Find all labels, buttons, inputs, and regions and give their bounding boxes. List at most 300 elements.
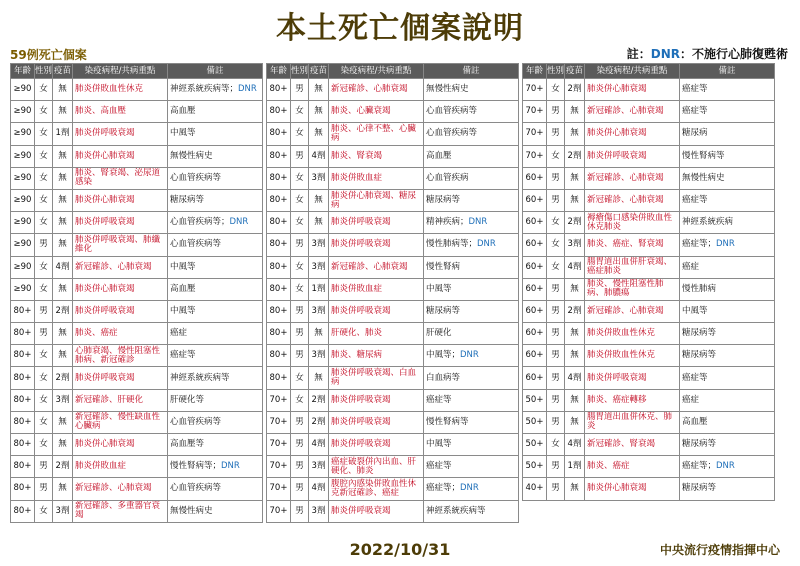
sex-cell: 女 — [547, 256, 565, 278]
disease-course-cell: 肺炎併敗血症 — [329, 167, 424, 189]
disease-course-cell: 新冠確診、腎衰竭 — [585, 434, 680, 456]
remarks-cell: 慢性腎病 — [424, 256, 519, 278]
age-cell: 80+ — [267, 256, 291, 278]
sex-cell: 女 — [35, 367, 53, 389]
disease-course-cell: 肺炎、心臟衰竭 — [329, 101, 424, 123]
disease-course-cell: 肺炎併心肺衰竭 — [585, 79, 680, 101]
sex-cell: 男 — [547, 411, 565, 433]
sex-cell: 女 — [35, 123, 53, 145]
age-cell: 80+ — [267, 234, 291, 256]
remarks-cell: 癌症等；DNR — [680, 234, 775, 256]
disease-course-cell: 肺炎併敗血性休克 — [73, 79, 168, 101]
sex-cell: 男 — [291, 79, 309, 101]
table-row — [523, 456, 775, 478]
table-row — [11, 434, 263, 456]
age-cell: 40+ — [523, 478, 547, 500]
disease-course-cell: 肺炎併敗血性休克 — [585, 345, 680, 367]
age-cell: 80+ — [267, 367, 291, 389]
disease-course-cell: 癌症破裂併內出血、肝硬化、肺炎 — [329, 456, 424, 478]
age-cell: 50+ — [523, 434, 547, 456]
remarks-cell: 慢性腎病等 — [680, 145, 775, 167]
table-header-row — [523, 64, 775, 79]
table-row — [267, 101, 519, 123]
sex-cell: 女 — [291, 123, 309, 145]
table-row — [267, 345, 519, 367]
disease-course-cell: 肺炎、高血壓 — [73, 101, 168, 123]
vaccine-cell: 1劑 — [565, 456, 585, 478]
vaccine-cell: 2劑 — [309, 389, 329, 411]
remarks-cell: 慢性肺病 — [680, 278, 775, 300]
vaccine-cell: 1劑 — [53, 123, 73, 145]
remarks-cell: 癌症等 — [424, 389, 519, 411]
disease-course-cell: 肺炎、腎衰竭 — [329, 145, 424, 167]
table-row — [267, 123, 519, 145]
table-row — [11, 79, 263, 101]
remarks-cell: 中風等 — [424, 434, 519, 456]
dnr-mark: DNR — [460, 483, 479, 494]
disease-course-cell: 肺炎併敗血症 — [73, 456, 168, 478]
sex-cell: 女 — [547, 234, 565, 256]
table-row — [267, 79, 519, 101]
dnr-mark: DNR — [460, 350, 479, 361]
age-header: 年齡 — [523, 64, 547, 79]
vaccine-cell: 4劑 — [565, 434, 585, 456]
disease-course-cell: 心肺衰竭、慢性阻塞性肺病、新冠確診 — [73, 345, 168, 367]
sex-cell: 女 — [291, 212, 309, 234]
age-cell: 70+ — [267, 500, 291, 522]
table-row — [523, 434, 775, 456]
dnr-mark: DNR — [468, 217, 488, 228]
sex-cell: 女 — [291, 367, 309, 389]
vaccine-cell: 無 — [565, 123, 585, 145]
vaccine-cell: 2劑 — [53, 367, 73, 389]
table-row — [11, 300, 263, 322]
sex-cell: 男 — [35, 323, 53, 345]
sex-cell: 男 — [35, 456, 53, 478]
table-row — [267, 167, 519, 189]
vaccine-cell: 無 — [53, 79, 73, 101]
disease-course-cell: 肺炎併呼吸衰竭 — [73, 123, 168, 145]
vaccine-cell: 無 — [309, 212, 329, 234]
table-row — [267, 234, 519, 256]
disease-course-cell: 肺炎併呼吸衰竭 — [329, 389, 424, 411]
remarks-cell: 中風等 — [424, 278, 519, 300]
disease-course-cell: 肺炎、糖尿病 — [329, 345, 424, 367]
sex-cell: 女 — [35, 345, 53, 367]
age-cell: 60+ — [523, 234, 547, 256]
dnr-mark: DNR — [221, 461, 240, 472]
disease-course-cell: 腹腔內感染併敗血性休克新冠確診、癌症 — [329, 478, 424, 500]
disease-course-cell: 肺炎併呼吸衰竭 — [329, 434, 424, 456]
report-date: 2022/10/31 — [349, 540, 451, 559]
remarks-cell: 糖尿病等 — [168, 189, 263, 211]
vaccine-cell: 無 — [309, 189, 329, 211]
age-cell: ≥90 — [11, 101, 35, 123]
age-cell: 80+ — [11, 456, 35, 478]
age-cell: 80+ — [11, 411, 35, 433]
vaccine-cell: 無 — [309, 323, 329, 345]
disease-course-cell: 肺炎併呼吸衰竭 — [73, 367, 168, 389]
dnr-mark: DNR — [716, 239, 735, 250]
age-cell: 80+ — [267, 278, 291, 300]
vaccine-cell: 無 — [565, 478, 585, 500]
remarks-cell: 糖尿病等 — [680, 345, 775, 367]
disease-course-cell: 肺炎併呼吸衰竭 — [329, 500, 424, 522]
sex-cell: 女 — [291, 189, 309, 211]
vaccine-cell: 無 — [53, 478, 73, 500]
sex-cell: 男 — [547, 101, 565, 123]
age-cell: 80+ — [11, 323, 35, 345]
vaccine-cell: 無 — [565, 101, 585, 123]
case-table-middle — [266, 63, 519, 523]
table-row — [267, 256, 519, 278]
table-row — [523, 300, 775, 322]
vaccine-cell: 3劑 — [565, 234, 585, 256]
remarks-cell: 神經系統疾病等 — [424, 500, 519, 522]
age-cell: 80+ — [11, 389, 35, 411]
sex-cell: 男 — [291, 434, 309, 456]
table-row — [523, 389, 775, 411]
table-row — [11, 189, 263, 211]
note-suffix: ：不施行心肺復甦術 — [679, 47, 788, 61]
age-cell: 80+ — [11, 478, 35, 500]
vaccine-cell: 2劑 — [309, 411, 329, 433]
remarks-cell: 癌症等 — [680, 189, 775, 211]
disease-course-cell: 新冠確診、多重器官衰竭 — [73, 500, 168, 522]
sex-cell: 女 — [547, 212, 565, 234]
remarks-cell: 中風等 — [168, 300, 263, 322]
table-row — [267, 456, 519, 478]
sex-cell: 女 — [35, 79, 53, 101]
remarks-cell: 糖尿病等 — [680, 478, 775, 500]
remarks-cell: 癌症等 — [168, 345, 263, 367]
vaccine-cell: 4劑 — [309, 145, 329, 167]
remarks-header: 備註 — [680, 64, 775, 79]
age-cell: 50+ — [523, 389, 547, 411]
disease-course-cell: 新冠確診、心肺衰竭 — [73, 478, 168, 500]
table-row — [267, 323, 519, 345]
disease-course-header: 染疫病程/共病重點 — [585, 64, 680, 79]
sex-cell: 女 — [35, 212, 53, 234]
vaccine-cell: 4劑 — [53, 256, 73, 278]
sex-cell: 男 — [547, 323, 565, 345]
disease-course-cell: 肺炎、慢性阻塞性肺病、肺膿瘍 — [585, 278, 680, 300]
remarks-cell: 癌症 — [168, 323, 263, 345]
vaccine-cell: 無 — [53, 278, 73, 300]
remarks-cell: 肝硬化等 — [168, 389, 263, 411]
table-row — [267, 434, 519, 456]
vaccine-cell: 2劑 — [53, 300, 73, 322]
table-row — [11, 123, 263, 145]
sex-cell: 女 — [547, 145, 565, 167]
remarks-cell: 中風等 — [680, 300, 775, 322]
disease-course-cell: 褥瘡傷口感染併敗血性休克肺炎 — [585, 212, 680, 234]
age-cell: ≥90 — [11, 189, 35, 211]
table-row — [523, 345, 775, 367]
age-cell: 50+ — [523, 456, 547, 478]
table-row — [523, 278, 775, 300]
remarks-cell: 高血壓 — [424, 145, 519, 167]
remarks-cell: 心血管疾病等 — [168, 411, 263, 433]
disease-course-cell: 新冠確診、心肺衰竭 — [585, 300, 680, 322]
table-row — [523, 478, 775, 500]
age-cell: 70+ — [267, 456, 291, 478]
vaccine-cell: 無 — [565, 189, 585, 211]
table-row — [267, 278, 519, 300]
sex-cell: 男 — [291, 500, 309, 522]
sex-header: 性別 — [35, 64, 53, 79]
vaccine-cell: 3劑 — [53, 500, 73, 522]
vaccine-cell: 無 — [53, 145, 73, 167]
table-row — [267, 300, 519, 322]
table-row — [523, 234, 775, 256]
sex-cell: 女 — [291, 278, 309, 300]
disease-course-cell: 肺炎併心肺衰竭 — [585, 478, 680, 500]
vaccine-cell: 無 — [565, 323, 585, 345]
sex-header: 性別 — [291, 64, 309, 79]
remarks-cell: 神經系統疾病等 — [168, 367, 263, 389]
remarks-cell: 無慢性病史 — [424, 79, 519, 101]
disease-course-cell: 肺炎、心律不整、心臟病 — [329, 123, 424, 145]
remarks-cell: 無慢性病史 — [680, 167, 775, 189]
vaccine-cell: 2劑 — [565, 79, 585, 101]
age-cell: 60+ — [523, 278, 547, 300]
vaccine-header: 疫苗 — [53, 64, 73, 79]
vaccine-cell: 無 — [565, 411, 585, 433]
age-header: 年齡 — [11, 64, 35, 79]
sex-cell: 女 — [35, 434, 53, 456]
vaccine-cell: 無 — [53, 345, 73, 367]
remarks-cell: 癌症等 — [680, 79, 775, 101]
table-row — [267, 367, 519, 389]
sex-cell: 男 — [35, 478, 53, 500]
dnr-mark: DNR — [238, 84, 257, 95]
remarks-cell: 糖尿病 — [680, 123, 775, 145]
disease-course-cell: 肺炎併敗血症 — [329, 278, 424, 300]
sex-cell: 女 — [291, 101, 309, 123]
vaccine-cell: 無 — [309, 79, 329, 101]
disease-course-cell: 肺炎併心肺衰竭 — [73, 189, 168, 211]
case-table-left — [10, 63, 263, 523]
disease-course-cell: 新冠確診、心肺衰竭 — [585, 189, 680, 211]
disease-course-cell: 肺炎併呼吸衰竭 — [73, 300, 168, 322]
vaccine-cell: 3劑 — [309, 456, 329, 478]
remarks-cell: 白血病等 — [424, 367, 519, 389]
remarks-cell: 慢性腎病等 — [424, 411, 519, 433]
remarks-cell: 糖尿病等 — [424, 189, 519, 211]
age-cell: 80+ — [11, 434, 35, 456]
disease-course-cell: 肺炎、腎衰竭、泌尿道感染 — [73, 167, 168, 189]
age-cell: ≥90 — [11, 212, 35, 234]
remarks-cell: 神經系統疾病 — [680, 212, 775, 234]
sex-cell: 男 — [547, 123, 565, 145]
vaccine-cell: 無 — [309, 123, 329, 145]
remarks-cell: 心血管疾病等 — [168, 478, 263, 500]
sex-cell: 男 — [547, 389, 565, 411]
age-cell: 70+ — [267, 389, 291, 411]
disease-course-cell: 新冠確診、心肺衰竭 — [585, 101, 680, 123]
disease-course-cell: 腸胃道出血併肝衰竭、癌症肺炎 — [585, 256, 680, 278]
sex-cell: 男 — [291, 234, 309, 256]
vaccine-cell: 4劑 — [565, 256, 585, 278]
table-row — [523, 367, 775, 389]
age-cell: 80+ — [11, 345, 35, 367]
sex-cell: 女 — [35, 145, 53, 167]
sex-cell: 男 — [291, 323, 309, 345]
disease-course-header: 染疫病程/共病重點 — [73, 64, 168, 79]
remarks-cell: 慢性腎病等；DNR — [168, 456, 263, 478]
disease-course-cell: 肺炎併呼吸衰竭 — [73, 212, 168, 234]
sex-cell: 女 — [291, 256, 309, 278]
age-cell: 80+ — [267, 123, 291, 145]
age-cell: 80+ — [267, 212, 291, 234]
table-row — [523, 101, 775, 123]
disease-course-cell: 肺炎併心肺衰竭、糖尿病 — [329, 189, 424, 211]
remarks-cell: 精神疾病；DNR — [424, 212, 519, 234]
sex-cell: 男 — [547, 300, 565, 322]
age-cell: 60+ — [523, 189, 547, 211]
dnr-note — [627, 45, 788, 62]
case-count-subtitle: 59例死亡個案 — [10, 48, 87, 62]
disease-course-cell: 肺炎併呼吸衰竭 — [329, 212, 424, 234]
disease-course-cell: 肺炎併呼吸衰竭、白血病 — [329, 367, 424, 389]
sex-cell: 男 — [547, 278, 565, 300]
table-row — [267, 478, 519, 500]
sex-cell: 女 — [35, 167, 53, 189]
disease-course-header: 染疫病程/共病重點 — [329, 64, 424, 79]
vaccine-cell: 無 — [53, 189, 73, 211]
vaccine-cell: 3劑 — [309, 167, 329, 189]
age-cell: 60+ — [523, 367, 547, 389]
age-cell: 60+ — [523, 345, 547, 367]
vaccine-header: 疫苗 — [309, 64, 329, 79]
age-cell: 80+ — [267, 189, 291, 211]
remarks-cell: 心血管疾病等；DNR — [168, 212, 263, 234]
table-row — [267, 212, 519, 234]
table-row — [523, 145, 775, 167]
remarks-cell: 神經系統疾病等；DNR — [168, 79, 263, 101]
age-cell: 80+ — [267, 79, 291, 101]
vaccine-cell: 4劑 — [565, 367, 585, 389]
vaccine-header: 疫苗 — [565, 64, 585, 79]
vaccine-cell: 3劑 — [309, 345, 329, 367]
age-cell: 60+ — [523, 167, 547, 189]
remarks-cell: 心血管疾病 — [424, 167, 519, 189]
table-row — [11, 278, 263, 300]
table-row — [11, 345, 263, 367]
disease-course-cell: 新冠確診、心肺衰竭 — [329, 256, 424, 278]
age-cell: 70+ — [267, 434, 291, 456]
sex-cell: 女 — [547, 79, 565, 101]
sex-cell: 男 — [291, 145, 309, 167]
disease-course-cell: 肺炎併呼吸衰竭 — [329, 411, 424, 433]
age-cell: 60+ — [523, 300, 547, 322]
age-cell: 60+ — [523, 212, 547, 234]
disease-course-cell: 肺炎併心肺衰竭 — [73, 278, 168, 300]
disease-course-cell: 肺炎、癌症 — [73, 323, 168, 345]
sex-cell: 男 — [35, 300, 53, 322]
age-cell: ≥90 — [11, 123, 35, 145]
sex-cell: 女 — [35, 256, 53, 278]
remarks-cell: 高血壓 — [168, 278, 263, 300]
table-row — [11, 478, 263, 500]
age-cell: ≥90 — [11, 256, 35, 278]
vaccine-cell: 2劑 — [565, 145, 585, 167]
sex-cell: 女 — [291, 167, 309, 189]
organization-name: 中央流行疫情指揮中心 — [659, 543, 780, 557]
vaccine-cell: 無 — [565, 345, 585, 367]
table-row — [523, 411, 775, 433]
vaccine-cell: 3劑 — [309, 300, 329, 322]
table-row — [11, 256, 263, 278]
remarks-header: 備註 — [424, 64, 519, 79]
age-cell: 80+ — [267, 145, 291, 167]
vaccine-cell: 無 — [309, 367, 329, 389]
table-row — [523, 79, 775, 101]
table-header-row — [11, 64, 263, 79]
sex-cell: 男 — [291, 300, 309, 322]
table-row — [267, 389, 519, 411]
remarks-cell: 無慢性病史 — [168, 145, 263, 167]
table-row — [267, 500, 519, 522]
age-cell: 60+ — [523, 323, 547, 345]
disease-course-cell: 肺炎、癌症 — [585, 456, 680, 478]
disease-course-cell: 肺炎併心肺衰竭 — [585, 123, 680, 145]
remarks-cell: 癌症等 — [424, 456, 519, 478]
disease-course-cell: 肺炎併呼吸衰竭 — [585, 145, 680, 167]
sex-cell: 女 — [35, 189, 53, 211]
sex-cell: 女 — [35, 500, 53, 522]
table-row — [11, 101, 263, 123]
vaccine-cell: 無 — [565, 389, 585, 411]
vaccine-cell: 無 — [53, 434, 73, 456]
dnr-mark: DNR — [229, 217, 249, 228]
table-row — [11, 389, 263, 411]
age-cell: 70+ — [523, 101, 547, 123]
table-row — [267, 145, 519, 167]
vaccine-cell: 2劑 — [565, 300, 585, 322]
sex-cell: 男 — [547, 167, 565, 189]
table-row — [11, 234, 263, 256]
sex-cell: 男 — [547, 478, 565, 500]
disease-course-cell: 肺炎併心肺衰竭 — [73, 145, 168, 167]
remarks-cell: 中風等；DNR — [424, 345, 519, 367]
age-cell: ≥90 — [11, 278, 35, 300]
vaccine-cell: 3劑 — [309, 256, 329, 278]
vaccine-cell: 3劑 — [309, 500, 329, 522]
remarks-cell: 心血管疾病等 — [168, 167, 263, 189]
table-row — [523, 212, 775, 234]
case-table-right — [522, 63, 775, 501]
disease-course-cell: 新冠確診、心肺衰竭 — [329, 79, 424, 101]
disease-course-cell: 新冠確診、慢性缺血性心臟病 — [73, 411, 168, 433]
age-cell: 60+ — [523, 256, 547, 278]
table-row — [11, 367, 263, 389]
sex-cell: 男 — [547, 456, 565, 478]
sex-cell: 男 — [291, 478, 309, 500]
disease-course-cell: 新冠確診、心肺衰竭 — [585, 167, 680, 189]
table-row — [523, 189, 775, 211]
table-row — [267, 411, 519, 433]
age-cell: 70+ — [523, 145, 547, 167]
remarks-cell: 高血壓 — [168, 101, 263, 123]
age-cell: 80+ — [11, 500, 35, 522]
table-row — [11, 411, 263, 433]
table-row — [11, 500, 263, 522]
age-cell: 80+ — [267, 300, 291, 322]
disease-course-cell: 新冠確診、心肺衰竭 — [73, 256, 168, 278]
remarks-cell: 癌症 — [680, 256, 775, 278]
